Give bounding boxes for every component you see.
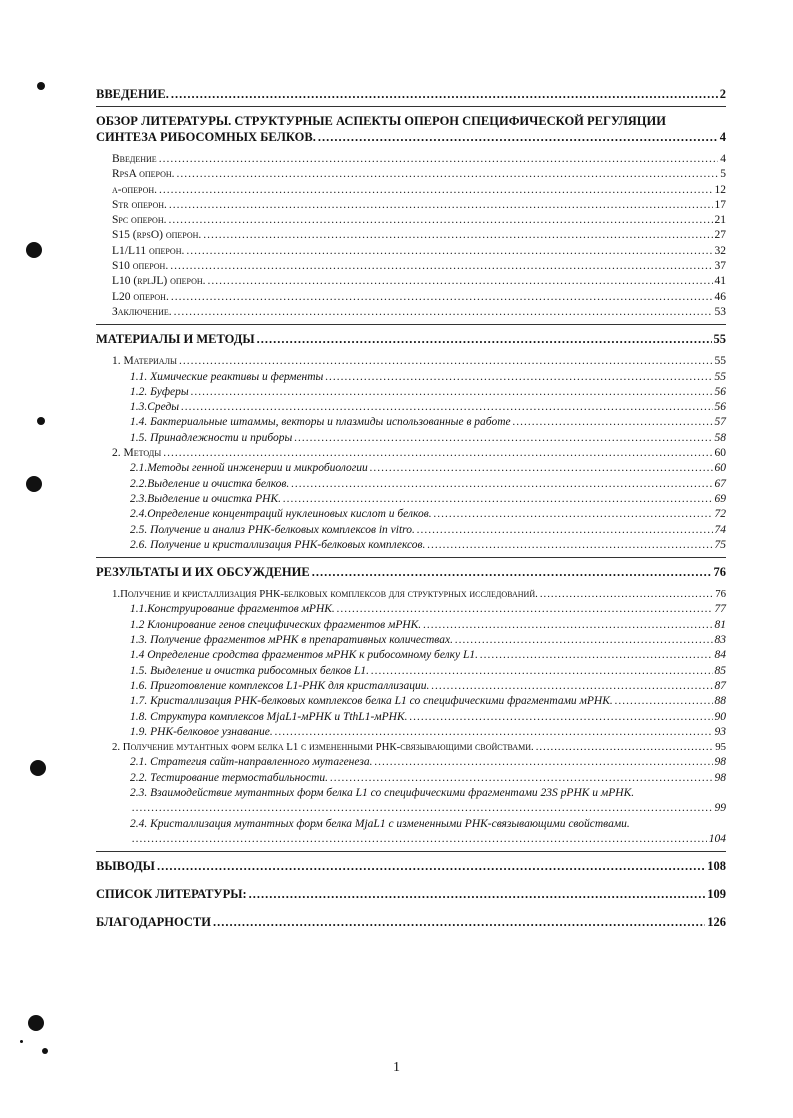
toc-entry-page: 55 xyxy=(714,370,726,383)
dot-leader xyxy=(170,259,712,274)
review-subsections xyxy=(96,152,726,320)
toc-entry-page: 84 xyxy=(714,649,726,662)
toc-entry-page: 74 xyxy=(714,523,726,536)
toc-subentry[interactable] xyxy=(96,461,726,476)
toc-entry-page: 2 xyxy=(719,87,726,101)
dot-leader xyxy=(330,771,712,786)
dot-leader xyxy=(191,385,713,400)
scan-speck xyxy=(37,82,45,90)
toc-entry-title: L10 (rplJL) оперон. xyxy=(112,275,206,288)
toc-subentry[interactable] xyxy=(96,400,726,415)
dot-leader xyxy=(249,886,706,902)
toc-subentry[interactable] xyxy=(96,648,726,663)
toc-entry-title: 1.1. Химические реактивы и ферменты xyxy=(130,370,324,383)
dot-leader xyxy=(257,331,712,347)
toc-entry-review[interactable] xyxy=(96,113,726,145)
toc-entry-page: 60 xyxy=(714,447,726,460)
toc-entry-title: 2.4.Определение концентраций нуклеиновых кислот и белков. xyxy=(130,508,432,521)
scan-speck xyxy=(20,1040,23,1043)
toc-entry-title: 1.5. Принадлежности и приборы xyxy=(130,431,293,444)
dot-leader xyxy=(312,564,712,580)
dot-leader xyxy=(536,740,713,755)
toc-entry-title: 2.1.Методы генной инженерии и микробиологии xyxy=(130,462,368,475)
dot-leader xyxy=(291,477,712,492)
toc-entry-page: 87 xyxy=(714,679,726,692)
dot-leader xyxy=(132,832,707,847)
toc-subentry[interactable] xyxy=(96,710,726,725)
toc-subentry[interactable] xyxy=(96,183,726,198)
toc-entry-title: 1.1.Конструирование фрагментов мРНК. xyxy=(130,603,335,616)
dot-leader xyxy=(163,446,712,461)
punch-hole xyxy=(26,242,42,258)
toc-entry-page: 90 xyxy=(714,710,726,723)
toc-entry-page: 98 xyxy=(714,756,726,769)
toc-entry-page: 12 xyxy=(714,183,726,196)
dot-leader xyxy=(294,431,712,446)
toc-entry-page: 53 xyxy=(714,305,726,318)
dot-leader xyxy=(480,648,712,663)
toc-entry-title: S15 (rpsO) оперон. xyxy=(112,229,202,242)
toc-entry-results[interactable] xyxy=(96,564,726,580)
toc-entry-title: Spc оперон. xyxy=(112,214,167,227)
toc-entry-title: 1.7. Кристаллизация РНК-белковых комплексов белка L1 со специфическими фрагментами мРНК. xyxy=(130,695,613,708)
toc-subentry[interactable] xyxy=(96,602,726,617)
toc-entry-page: 126 xyxy=(707,915,726,930)
toc-entry-page: 76 xyxy=(715,588,726,601)
toc-subentry[interactable] xyxy=(96,167,726,182)
toc-entry-title: S10 оперон. xyxy=(112,260,169,273)
dot-leader xyxy=(337,602,713,617)
toc-entry-page: 67 xyxy=(714,477,726,490)
toc-entry-page: 56 xyxy=(714,401,726,414)
toc-entry-page: 81 xyxy=(714,618,726,631)
toc-entry-intro[interactable] xyxy=(96,86,726,102)
dot-leader xyxy=(177,167,719,182)
toc-entry-page: 5 xyxy=(720,168,726,181)
toc-entry-title: 2.1. Стратегия сайт-направленного мутагенеза. xyxy=(130,756,373,769)
toc-entry-title: 2.4. Кристаллизация мутантных форм белка MjaL1 с измененными РНК-связывающими свойствами. xyxy=(130,817,630,830)
toc-entry-title: 2. Получение мутантных форм белка L1 с измененными РНК-связывающими свойствами. xyxy=(112,741,534,754)
dot-leader xyxy=(171,290,713,305)
dot-leader xyxy=(186,244,712,259)
dot-leader xyxy=(168,213,712,228)
toc-entry-page: 46 xyxy=(714,290,726,303)
toc-entry-title: RpsA оперон. xyxy=(112,168,175,181)
toc-entry-title: 1.3. Получение фрагментов мРНК в препаративных количествах. xyxy=(130,634,453,647)
toc-entry-methods[interactable] xyxy=(96,331,726,347)
toc-subentry[interactable] xyxy=(96,385,726,400)
toc-entry-title: L20 оперон. xyxy=(112,290,169,303)
toc-subentry[interactable] xyxy=(96,244,726,259)
toc-entry-references[interactable] xyxy=(96,886,726,902)
toc-subentry[interactable] xyxy=(96,679,726,694)
results-part2-subsections xyxy=(96,755,726,786)
divider xyxy=(96,851,726,852)
results-part1-subsections xyxy=(96,602,726,740)
toc-entry-title: α-оперон. xyxy=(112,183,158,196)
scan-speck xyxy=(42,1048,48,1054)
toc-entry-page: 37 xyxy=(714,260,726,273)
toc-entry-title-line1: ОБЗОР ЛИТЕРАТУРЫ. СТРУКТУРНЫЕ АСПЕКТЫ ОПЕРОН СПЕЦИФИЧЕСКОЙ РЕГУЛЯЦИИ xyxy=(96,114,666,128)
toc-entry-title: 2.3. Взаимодействие мутантных форм белка L1 со специфическими фрагментами 23S рРНК и мРНК. xyxy=(130,786,635,799)
toc-entry-page: 60 xyxy=(714,462,726,475)
toc-entry-page: 93 xyxy=(714,725,726,738)
dot-leader xyxy=(370,461,713,476)
toc-entry-title: 2.6. Получение и кристаллизация РНК-белковых комплексов. xyxy=(130,538,426,551)
toc-entry-title: 1.2 Клонирование генов специфических фрагментов мРНК. xyxy=(130,618,422,631)
punch-hole xyxy=(26,476,42,492)
dot-leader xyxy=(434,507,713,522)
toc-entry-page: 108 xyxy=(707,859,726,874)
toc-entry-title: БЛАГОДАРНОСТИ xyxy=(96,915,211,930)
toc-subentry[interactable] xyxy=(96,305,726,320)
dot-leader xyxy=(513,415,713,430)
toc-subentry[interactable] xyxy=(96,415,726,430)
toc-subentry[interactable] xyxy=(96,725,726,740)
toc-entry-page: 83 xyxy=(714,634,726,647)
toc-entry-title: 1.6. Приготовление комплексов L1-РНК для кристаллизации. xyxy=(130,679,430,692)
divider xyxy=(96,557,726,558)
toc-subentry[interactable] xyxy=(96,274,726,289)
dot-leader xyxy=(417,523,713,538)
toc-entry-page: 76 xyxy=(713,565,726,580)
toc-subentry[interactable] xyxy=(96,755,726,770)
toc-entry-title: 1.8. Структура комплексов MjaL1-мРНК и TthL1-мРНК. xyxy=(130,710,408,723)
toc-entry-page: 77 xyxy=(714,603,726,616)
toc-entry-results-part2[interactable] xyxy=(96,740,726,755)
dot-leader xyxy=(159,152,719,167)
toc-entry-title: 2. Методы xyxy=(112,447,162,460)
toc-entry-page: 85 xyxy=(714,664,726,677)
toc-entry-results-2-3[interactable] xyxy=(96,786,726,817)
toc-entry-title: L1/L11 оперон. xyxy=(112,244,185,257)
dot-leader xyxy=(174,305,713,320)
dot-leader xyxy=(431,679,712,694)
toc-subentry[interactable] xyxy=(96,290,726,305)
punch-hole xyxy=(30,760,46,776)
toc-subentry[interactable] xyxy=(96,538,726,553)
dot-leader xyxy=(423,618,712,633)
toc-entry-title: Введение xyxy=(112,153,157,165)
dot-leader xyxy=(171,86,718,102)
toc-subentry[interactable] xyxy=(96,492,726,507)
toc-entry-page: 95 xyxy=(715,741,726,754)
toc-entry-title: ВВЕДЕНИЕ. xyxy=(96,87,169,101)
toc-subentry[interactable] xyxy=(96,694,726,709)
toc-subentry[interactable] xyxy=(96,152,726,167)
toc-entry-title: ВЫВОДЫ xyxy=(96,859,155,874)
divider xyxy=(96,324,726,325)
toc-entry-conclusions[interactable] xyxy=(96,858,726,874)
table-of-contents xyxy=(96,86,726,930)
toc-entry-page: 21 xyxy=(714,214,726,227)
dot-leader xyxy=(159,183,712,198)
toc-entry-page: 27 xyxy=(714,229,726,242)
dot-leader xyxy=(371,664,712,679)
toc-subentry[interactable] xyxy=(96,431,726,446)
toc-entry-title: 1.Получение и кристаллизация РНК-белковых комплексов для структурных исследований. xyxy=(112,588,538,601)
toc-entry-results-2-4[interactable] xyxy=(96,817,726,848)
toc-entry-methods-sub[interactable] xyxy=(96,446,726,461)
punch-hole xyxy=(28,1015,44,1031)
dot-leader xyxy=(275,725,713,740)
dot-leader xyxy=(208,274,713,289)
toc-subentry[interactable] xyxy=(96,507,726,522)
toc-entry-page: 57 xyxy=(714,416,726,429)
dot-leader xyxy=(132,801,713,816)
toc-entry-page: 41 xyxy=(714,275,726,288)
dot-leader xyxy=(181,400,712,415)
dot-leader xyxy=(427,538,712,553)
toc-subentry[interactable] xyxy=(96,477,726,492)
dot-leader xyxy=(169,198,713,213)
dot-leader xyxy=(203,228,712,243)
toc-subentry[interactable] xyxy=(96,618,726,633)
toc-subentry[interactable] xyxy=(96,633,726,648)
toc-subentry[interactable] xyxy=(96,198,726,213)
page-number: 1 xyxy=(393,1060,400,1075)
dot-leader xyxy=(455,633,713,648)
toc-entry-title: 1.4. Бактериальные штаммы, векторы и плазмиды использованные в работе xyxy=(130,416,511,429)
toc-entry-thanks[interactable] xyxy=(96,914,726,930)
toc-entry-title: МАТЕРИАЛЫ И МЕТОДЫ xyxy=(96,332,255,347)
toc-subentry[interactable] xyxy=(96,370,726,385)
dot-leader xyxy=(374,755,712,770)
toc-entry-page: 55 xyxy=(714,355,726,368)
toc-entry-page: 56 xyxy=(714,385,726,398)
toc-entry-page: 4 xyxy=(720,153,726,165)
dot-leader xyxy=(325,370,712,385)
toc-entry-page: 88 xyxy=(714,695,726,708)
toc-entry-title: СПИСОК ЛИТЕРАТУРЫ: xyxy=(96,887,247,902)
toc-entry-page: 55 xyxy=(713,332,726,347)
toc-entry-title: 1.2. Буферы xyxy=(130,385,189,398)
toc-entry-page: 58 xyxy=(714,431,726,444)
toc-entry-title: 2.2. Тестирование термостабильности. xyxy=(130,771,329,784)
toc-entry-page: 98 xyxy=(714,771,726,784)
toc-entry-title-line2: СИНТЕЗА РИБОСОМНЫХ БЕЛКОВ. xyxy=(96,130,316,144)
toc-entry-title: Str оперон. xyxy=(112,198,167,211)
toc-entry-title: 2.2.Выделение и очистка белков. xyxy=(130,477,290,490)
dot-leader xyxy=(409,710,712,725)
toc-subentry[interactable] xyxy=(96,523,726,538)
toc-entry-title: 1.9. РНК-белковое узнавание. xyxy=(130,725,273,738)
dot-leader xyxy=(283,492,713,507)
toc-subentry[interactable] xyxy=(96,213,726,228)
toc-entry-page: 99 xyxy=(714,802,726,815)
toc-entry-page: 4 xyxy=(719,130,726,144)
toc-entry-page: 32 xyxy=(714,244,726,257)
toc-entry-page: 69 xyxy=(714,492,726,505)
toc-entry-page: 17 xyxy=(714,198,726,211)
toc-entry-title: 1.4 Определение сродства фрагментов мРНК к рибосомному белку L1. xyxy=(130,649,479,662)
toc-entry-title: 2.5. Получение и анализ РНК-белковых комплексов in vitro. xyxy=(130,523,415,536)
toc-entry-page: 75 xyxy=(714,538,726,551)
toc-entry-results-part1[interactable] xyxy=(96,587,726,602)
toc-subentry[interactable] xyxy=(96,771,726,786)
dot-leader xyxy=(157,858,705,874)
toc-entry-title: 1. Материалы xyxy=(112,355,177,368)
toc-subentry[interactable] xyxy=(96,259,726,274)
toc-entry-page: 104 xyxy=(708,832,726,845)
toc-subentry[interactable] xyxy=(96,228,726,243)
scan-speck xyxy=(37,417,45,425)
toc-entry-title: 1.3.Среды xyxy=(130,401,180,414)
dot-leader xyxy=(318,129,718,145)
toc-entry-page: 72 xyxy=(714,508,726,521)
dot-leader xyxy=(179,354,713,369)
toc-subentry[interactable] xyxy=(96,664,726,679)
toc-entry-materials[interactable] xyxy=(96,354,726,369)
dot-leader xyxy=(540,587,713,602)
toc-entry-page: 109 xyxy=(707,887,726,902)
methods-subsections xyxy=(96,461,726,553)
divider xyxy=(96,106,726,107)
toc-entry-title: 2.3.Выделение и очистка РНК. xyxy=(130,492,281,505)
toc-entry-title: РЕЗУЛЬТАТЫ И ИХ ОБСУЖДЕНИЕ xyxy=(96,565,310,580)
toc-entry-title: 1.5. Выделение и очистка рибосомных белков L1. xyxy=(130,664,370,677)
dot-leader xyxy=(615,694,713,709)
toc-entry-title: Заключение. xyxy=(112,305,172,318)
materials-subsections xyxy=(96,370,726,446)
dot-leader xyxy=(213,914,705,930)
